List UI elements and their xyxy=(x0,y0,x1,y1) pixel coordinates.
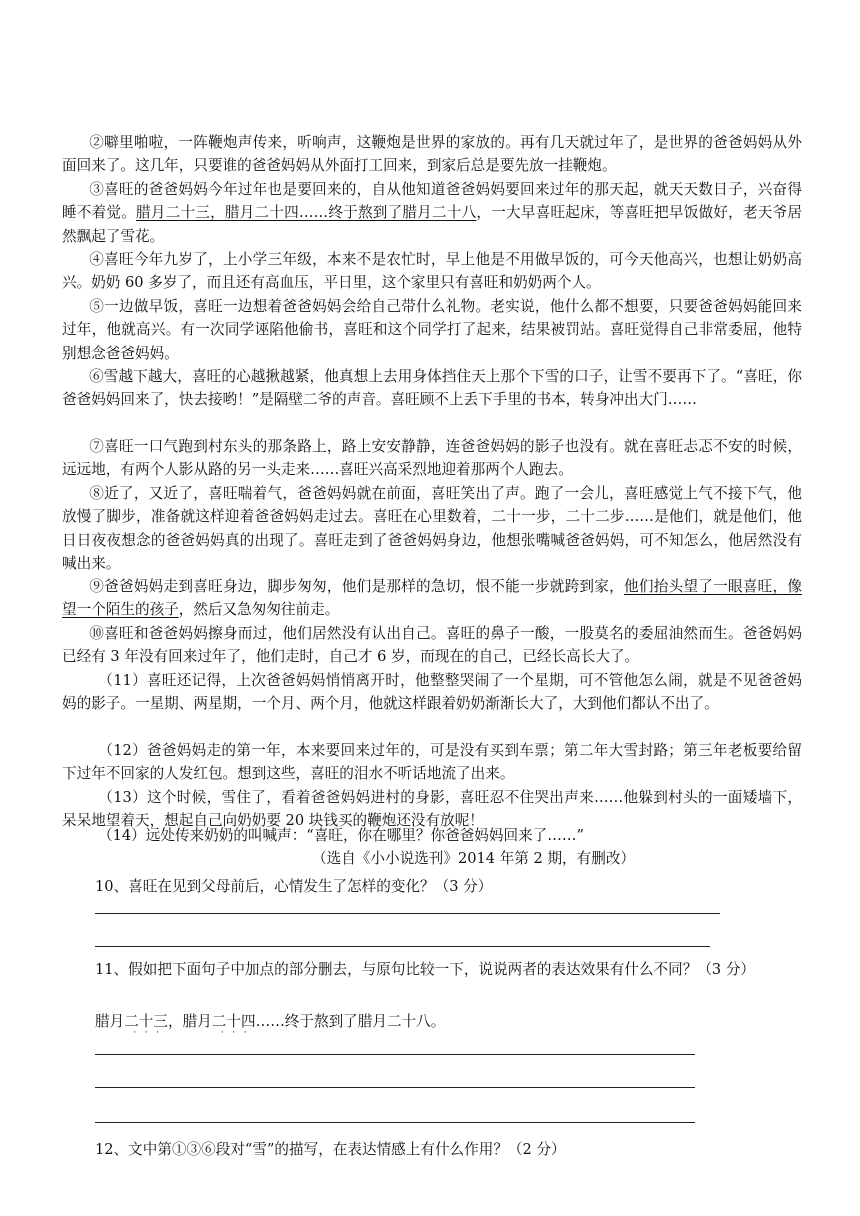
question-11: 11、假如把下面句子中加点的部分删去，与原句比较一下，说说两者的表达效果有什么不同？（3 分） xyxy=(95,961,756,978)
question-11-sentence: 腊月二十三 · · · ，腊月二十四 · · · ……终于熬到了腊月二十八。 xyxy=(95,1013,446,1038)
paragraph-5: ⑤一边做早饭，喜旺一边想着爸爸妈妈会给自己带什么礼物。老实说，他什么都不想要，只要爸爸妈妈能回来过年，他就高兴。有一次同学诬陷他偷书，喜旺和这个同学打了起来，结果被罚站。喜旺觉得自己非常委屈，他特别想念爸爸妈妈。 xyxy=(62,298,802,362)
paragraph-14: （14）远处传来奶奶的叫喊声：“喜旺，你在哪里？你爸爸妈妈回来了……” xyxy=(98,827,584,844)
answer-line xyxy=(95,946,710,947)
dotted-text: 二十四 · · · xyxy=(211,1013,256,1038)
dotted-text: 二十三 · · · xyxy=(124,1013,168,1038)
paragraph-9: ⑨爸爸妈妈走到喜旺身边，脚步匆匆，他们是那样的急切，恨不能一步就跨到家，他们抬头望了一眼喜旺，像望一个陌生的孩子，然后又急匆匆往前走。 xyxy=(62,578,802,619)
paragraph-4: ④喜旺今年九岁了，上小学三年级，本来不是农忙时，早上他是不用做早饭的，可今天他高兴，也想让奶奶高兴。奶奶 60 多岁了，而且还有高血压，平日里，这个家里只有喜旺和奶奶两个人。 xyxy=(62,251,802,292)
paragraph-12: （12）爸爸妈妈走的第一年，本来要回来过年的，可是没有买到车票；第二年大雪封路；第三年老板要给留下过年不回家的人发红包。想到这些，喜旺的泪水不听话地流了出来。 xyxy=(62,742,802,783)
underlined-sentence: 腊月二十三，腊月二十四……终于熬到了腊月二十八 xyxy=(136,204,477,222)
paragraph-11: （11）喜旺还记得，上次爸爸妈妈悄悄离开时，他整整哭闹了一个星期，可不管他怎么闹，就是不见爸爸妈妈的影子。一星期、两星期，一个月、两个月，他就这样跟着奶奶渐渐长大了，大到他们都认不出了。 xyxy=(62,672,802,713)
paragraph-7: ⑦喜旺一口气跑到村东头的那条路上，路上安安静静，连爸爸妈妈的影子也没有。就在喜旺忐忑不安的时候，远远地，有两个人影从路的另一头走来……喜旺兴高采烈地迎着那两个人跑去。 xyxy=(62,438,802,479)
answer-line xyxy=(95,1122,695,1123)
paragraph-10: ⑩喜旺和爸爸妈妈擦身而过，他们居然没有认出自己。喜旺的鼻子一酸，一股莫名的委屈油然而生。爸爸妈妈已经有 3 年没有回来过年了，他们走时，自己才 6 岁，而现在的自己，已经长高长大了。 xyxy=(62,625,802,666)
underlined-sentence: 他们抬头望了一眼喜旺，像望一个陌生的孩子 xyxy=(62,578,802,619)
answer-line xyxy=(95,1087,695,1088)
emphasis-dots: · · · xyxy=(133,1028,159,1038)
question-12: 12、文中第①③⑥段对“雪”的描写，在表达情感上有什么作用？（2 分） xyxy=(95,1141,566,1158)
paragraph-6: ⑥雪越下越大，喜旺的心越揪越紧，他真想上去用身体挡住天上那个下雪的口子，让雪不要再下了。“喜旺，你爸爸妈妈回来了，快去接哟！”是隔壁二爷的声音。喜旺顾不上丢下手里的书本，转身冲出大门…… xyxy=(62,368,802,409)
paragraph-2: ②噼里啪啦，一阵鞭炮声传来，听响声，这鞭炮是世界的家放的。再有几天就过年了，是世界的爸爸妈妈从外面回来了。这几年，只要谁的爸爸妈妈从外面打工回来，到家后总是要先放一挂鞭炮。 xyxy=(62,134,802,175)
question-10: 10、喜旺在见到父母前后，心情发生了怎样的变化？（3 分） xyxy=(95,878,493,895)
answer-line xyxy=(95,913,720,914)
emphasis-dots: · · · xyxy=(220,1028,247,1038)
answer-line xyxy=(95,1054,695,1055)
paragraph-3: ③喜旺的爸爸妈妈今年过年也是要回来的，自从他知道爸爸妈妈要回来过年的那天起，就天天数日子，兴奋得睡不着觉。腊月二十三，腊月二十四……终于熬到了腊月二十八，一大早喜旺起床，等喜旺把早饭做好，老天爷居然飘起了雪花。 xyxy=(62,181,802,245)
paragraph-13: （13）这个时候，雪住了，看着爸爸妈妈进村的身影，喜旺忍不住哭出声来……他躲到村头的一面矮墙下，呆呆地望着天，想起自己向奶奶要 20 块钱买的鞭炮还没有放呢！ xyxy=(62,789,802,830)
paragraph-8: ⑧近了，又近了，喜旺喘着气，爸爸妈妈就在前面，喜旺笑出了声。跑了一会儿，喜旺感觉上气不接下气，他放慢了脚步，准备就这样迎着爸爸妈妈走过去。喜旺在心里数着，二十一步，二十二步……是他们，就是他们，他日日夜夜想念的爸爸妈妈真的出现了。喜旺走到了爸爸妈妈身边，他想张嘴喊爸爸妈妈，可不知怎么，他居然没有喊出来。 xyxy=(62,485,802,572)
source-citation: （选自《小小说选刊》2014 年第 2 期，有删改） xyxy=(312,850,636,867)
